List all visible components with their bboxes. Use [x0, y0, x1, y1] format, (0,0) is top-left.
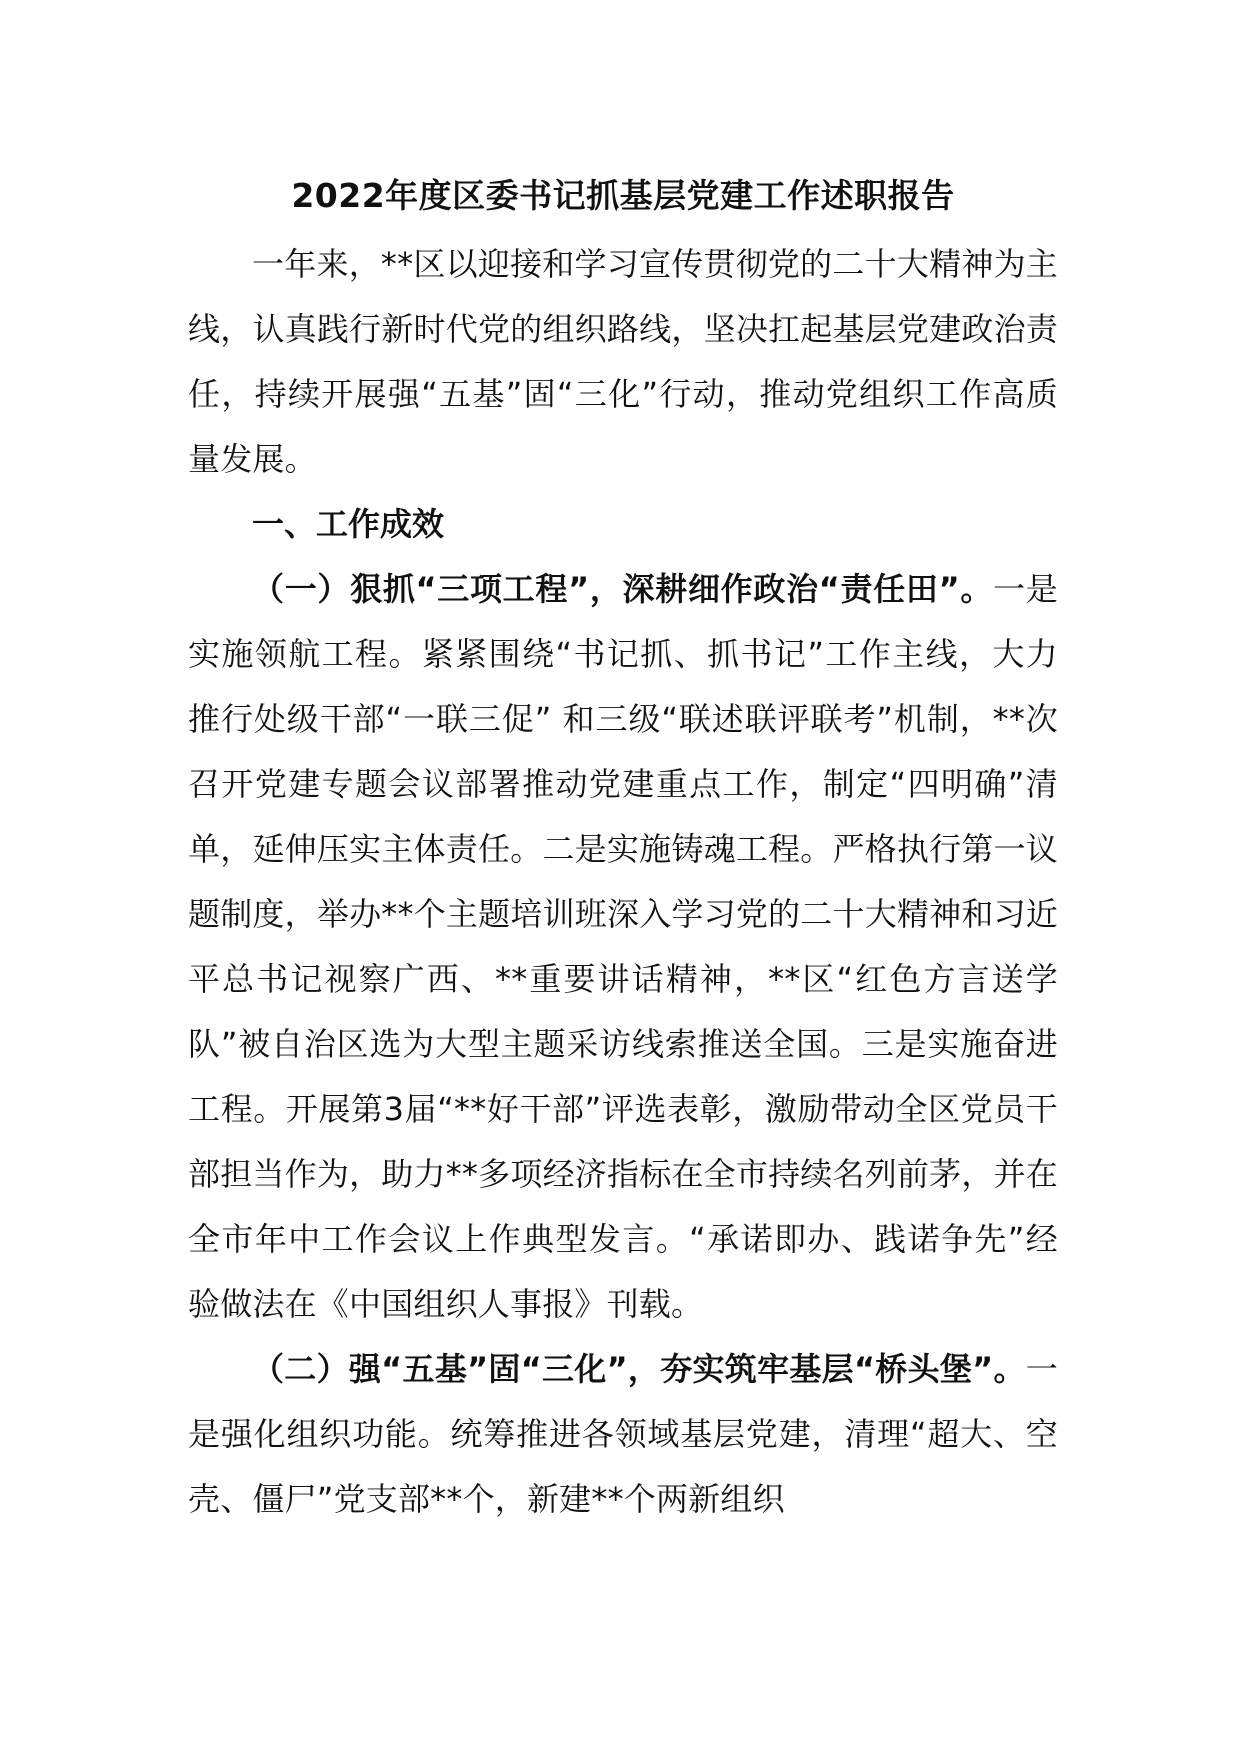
subsection-2-body: 一是强化组织功能。统筹推进各领域基层党建，清理“超大、空壳、僵尸”党支部**个，新建**个两新组织	[188, 1350, 1058, 1518]
intro-paragraph: 一年来，**区以迎接和学习宣传贯彻党的二十大精神为主线，认真践行新时代党的组织路线，坚决扛起基层党建政治责任，持续开展强“五基”固“三化”行动，推动党组织工作高质量发展。	[188, 245, 1058, 478]
subsection-1-heading: （一）狠抓“三项工程”，深耕细作政治“责任田”。	[252, 570, 994, 608]
document-title: 2022年度区委书记抓基层党建工作述职报告	[291, 176, 955, 215]
subsection-1-body: 一是实施领航工程。紧紧围绕“书记抓、抓书记”工作主线，大力推行处级干部“一联三促” 和三级“联述联评联考”机制，**次召开党建专题会议部署推动党建重点工作，制定“四明确”清单，延伸压实主体责任。二是实施铸魂工程。严格执行第一议题制度，举办**个主题培训班深入学习党的二十大精神和习近平总书记视察广西、**重要讲话精神，**区“红色方言送学队”被自治区选为大型主题采访线索推送全国。三是实施奋进工程。开展第3届“**好干部”评选表彰，激励带动全区党员干部担当作为，助力**多项经济指标在全市持续名列前茅，并在全市年中工作会议上作典型发言。“承诺即办、践诺争先”经验做法在《中国组织人事报》刊载。	[188, 570, 1058, 1323]
subsection-2-heading: （二）强“五基”固“三化”，夯实筑牢基层“桥头堡”。	[252, 1350, 1026, 1388]
subsection-2-paragraph	[188, 1337, 1058, 1532]
document-page	[188, 170, 1058, 1532]
subsection-1-paragraph	[188, 557, 1058, 1337]
section-heading: 一、工作成效	[252, 505, 445, 543]
